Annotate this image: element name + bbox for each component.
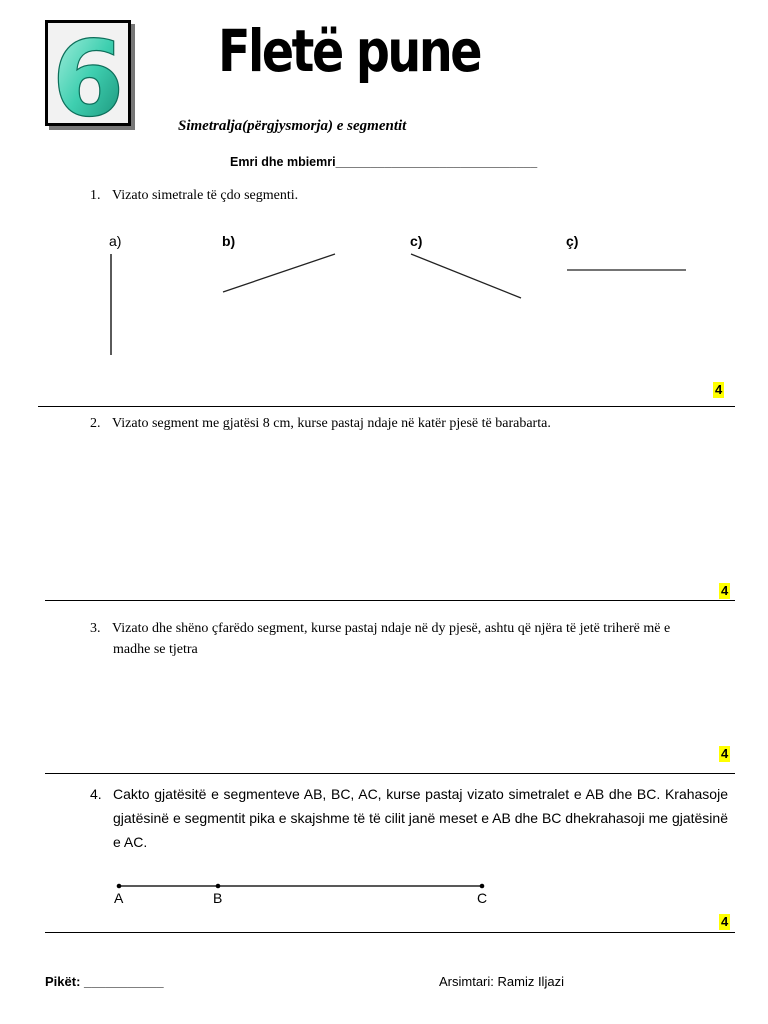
point-c-label: C: [477, 890, 488, 906]
point-c: [480, 884, 485, 889]
logo-digit: 6: [51, 23, 125, 123]
divider-3: [45, 773, 735, 774]
segment-c: [411, 254, 521, 298]
label-c-cedilla: ç): [566, 233, 579, 249]
teacher-name: Arsimtari: Ramiz Iljazi: [439, 974, 564, 989]
question-3-number: 3.: [90, 621, 101, 636]
question-2-points: 4: [721, 583, 729, 598]
label-b: b): [222, 233, 236, 249]
divider-4: [45, 932, 735, 933]
label-a: a): [109, 233, 122, 249]
question-2: [90, 416, 551, 432]
point-a-label: A: [114, 890, 124, 906]
label-c: c): [410, 233, 423, 249]
question-3-points: 4: [721, 746, 729, 761]
question-4-points: 4: [721, 914, 729, 929]
question-4: [90, 782, 728, 854]
question-1-number: 1.: [90, 188, 101, 203]
segment-b: [223, 254, 335, 292]
point-b: [216, 884, 221, 889]
score-field[interactable]: Pikët: ___________: [45, 974, 164, 989]
name-field[interactable]: Emri dhe mbiemri_____________________________: [230, 155, 538, 169]
point-b-label: B: [213, 890, 223, 906]
page-subtitle: Simetralja(përgjysmorja) e segmentit: [178, 118, 407, 134]
question-3: [90, 618, 740, 660]
question-4-number: 4.: [90, 786, 102, 802]
question-2-text: Vizato segment me gjatësi 8 cm, kurse pastaj ndaje në katër pjesë të barabarta.: [112, 416, 551, 431]
question-3-text-line2: madhe se tjetra: [113, 642, 198, 657]
question-1-points: 4: [715, 382, 723, 397]
point-a: [117, 884, 122, 889]
question-4-text: Cakto gjatësitë e segmenteve AB, BC, AC, kurse pastaj vizato simetralet e AB dhe BC. Krahasoje gjatësinë e segmentit pika e skajshme të të cilit janë meset e AB dhe BC dhekrahasoji me gjatësinë e AC.: [113, 786, 728, 850]
question-2-number: 2.: [90, 416, 101, 431]
divider-1: [38, 406, 735, 407]
question-3-text-line1: Vizato dhe shëno çfarëdo segment, kurse pastaj ndaje në dy pjesë, ashtu që njëra të jetë triherë më e: [112, 621, 671, 636]
question-1-text: Vizato simetrale të çdo segmenti.: [112, 188, 299, 203]
divider-2: [45, 600, 735, 601]
page-title: Fletë pune: [218, 17, 481, 85]
